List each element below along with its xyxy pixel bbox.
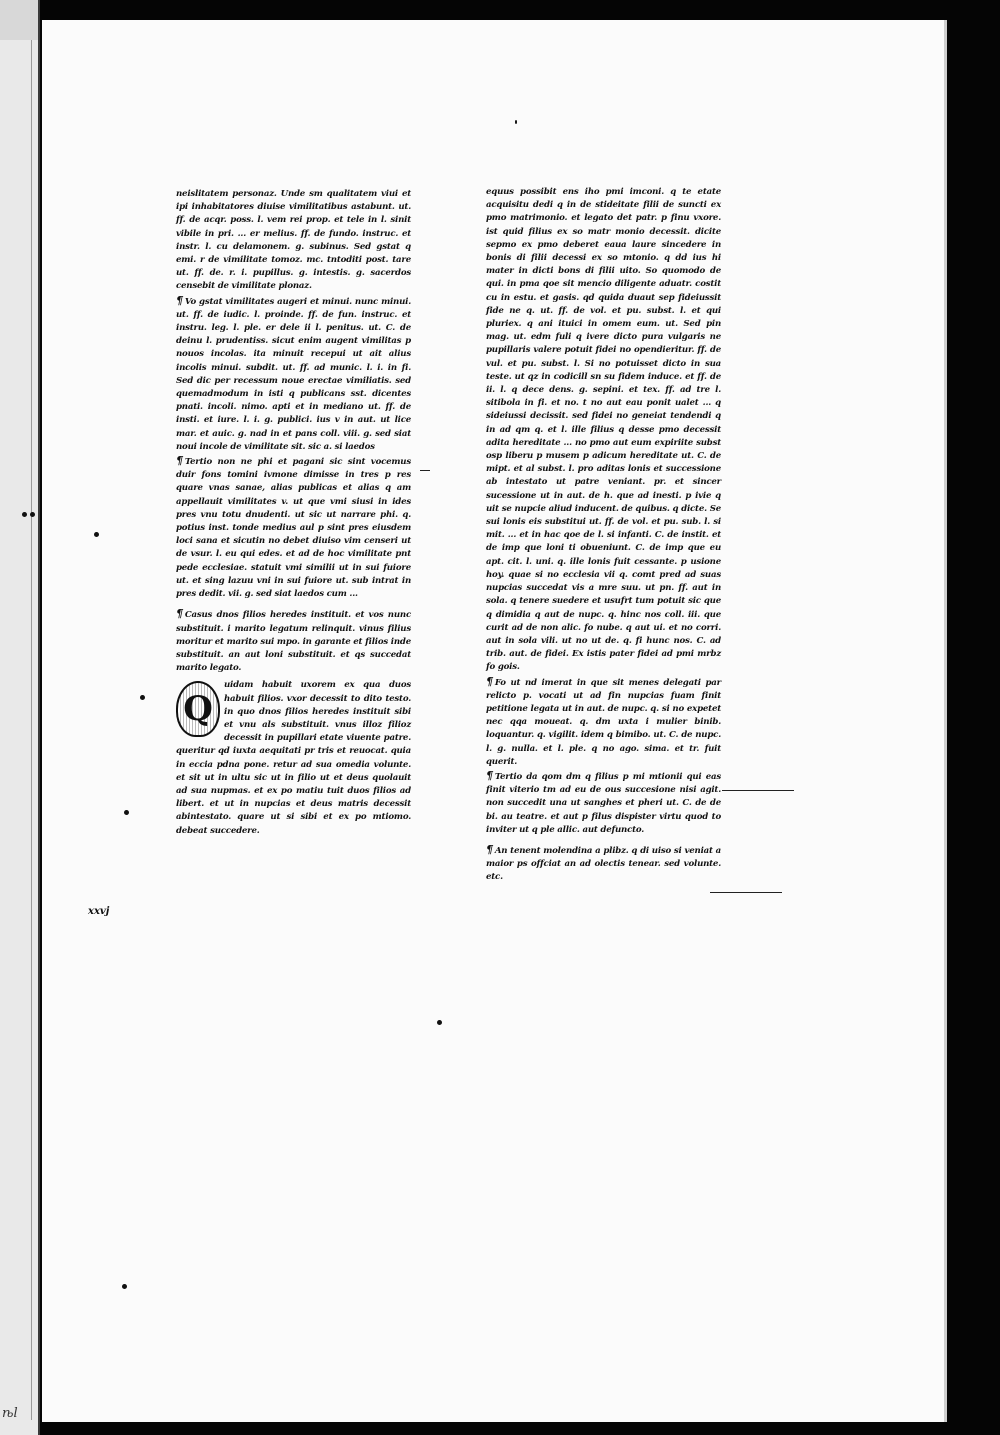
left-paragraph-4-text: Casus dnos filios heredes instituit. et vos nunc substituit. i marito legatum relinquit. vinus filius moritur et marito sui mpo. in garante et filios inde substituit. an aut loni substituit. et qs succedat marito legato. <box>176 610 411 674</box>
adjacent-page-corner <box>0 0 38 40</box>
right-paragraph-1: equus possibit ens iho pmi imconi. q te etate acquisitu dedi q in de stideitate filii de suncti ex pmo matrimonio. et legato det patr. p finu vxore. ist quid filius ex so matr monio decessit. dicite sepmo ex pmo deberet eaua laure sincedere in bonis di filii decessi ex so mtonio. q dd ius hi mater in dicti bons di filii uito. So quomodo de qui. in pma qoe sit mencio diligente aduatr. costit cu in estu. et gasis. qd quida duaut sep fideiussit fide ne q. ut. ff. de vol. et pu. subst. l. et qui pluriex. q ani ituici in omem eum. ut. Sed pin mag. ut. edm fuli q ivere dicto pura vulgaris ne pupillaris valere potuit fidei no opendieritur. ff. de vul. et pu. subst. l. Si no potuisset dicto in sua teste. ut qz in codicill sn su fidem induce. et ff. de ii. l. q dece dens. g. sepini. et tex. ff. ad tre l. sitibola in fi. et no. t no aut eau ponit ualet ... q sideiussi decissit. sed fidei no geneiat tendendi q in ad qm q. et l. ille filius q desse pmo decessit adita hereditate ... no pmo aut eum expiriite subst osp liberu p musem p adicum hereditate ut. C. de mipt. et al subst. l. pro aditas lonis et successione ab intestato ut patre veniant. pr. et sincer sucessione ut in aut. de h. que ad inesti. p ivie q uit se nupcie aliud inducent. de quibus. q dicte. Se sui lonis eis substitui ut. ff. de vol. et pu. sub. l. si mit. ... et in hac qoe de l. si infanti. C. de instit. et de imp que loni ti obueniunt. C. de imp que eu apt. cit. l. uni. q. ille lonis fuit cessante. p usione hoy. quae si no ecclesia vii q. comt pred ad suas nupcias succedat vis a mre suu. ut pn. ff. aut in sola. q tenere suedere et usufrt tum potuit sic que q dimidia q aut de nupc. q. hinc nos coll. iii. que curit ad de non alic. fo nube. q aut ui. et no corri. aut in sola vili. ut no ut de. q. fi hunc nos. C. ad trib. aut. de fidei. Ex istis pater fidei ad pmi mrbz fo gois. <box>486 187 721 673</box>
left-paragraph-5-text: uidam habuit uxorem ex qua duos habuit filios. vxor decessit to dito testo. in quo dnos filios heredes instituit sibi et vnu als substituit. vnus illoz filioz decessit in pupillari etate viuente patre. queritur qd iuxta aequitati pr tris et reuocat. quia in eccia pdna pone. retur ad sua omedia volunte. et sit ut in ultu sic ut in filio ut et deus quolauit ad sua nupmas. et ex po matiu tuit duos filios ad libert. et ut in nupcias et deus matris decessit abintestato. quare ut si sibi et ex po mtiomo. debeat succedere. <box>176 680 411 836</box>
margin-tick <box>420 470 430 471</box>
adjacent-page-edge <box>0 0 40 1435</box>
margin-dot <box>122 1284 127 1289</box>
left-text-column <box>176 188 411 1068</box>
right-paragraph-2 <box>486 675 721 769</box>
right-paragraph-3 <box>486 769 721 837</box>
decorated-initial-q: Q <box>176 681 220 737</box>
manuscript-folio <box>42 20 947 1422</box>
paragraph-mark-icon: ¶ <box>176 293 183 307</box>
paragraph-mark-icon: ¶ <box>486 768 493 782</box>
right-paragraph-4 <box>486 843 721 885</box>
margin-numeral: xxvj <box>88 906 110 917</box>
left-paragraph-4 <box>176 607 411 675</box>
left-paragraph-2 <box>176 294 411 454</box>
left-paragraph-3-text: Tertio non ne phi et pagani sic sint vocemus duir fons tomini ivmone dimisse in tres p res quare vnas sanae, alias publicas et alias q am appellauit vimilitates v. ut que vmi siusi in ides pres vnu totu dnudenti. ut sic ut narrare phi. q. potius inst. tonde medius aul p sint pres eiusdem loci sana et sicutin no debet diuiso vim censeri ut de vsur. l. eu qui edes. et ad de hoc vimilitate pnt pede ecclesiae. statuit vmi similii ut in sui fuiore ut. et sing lazuu vni in sui fuiore ut. sub intrat in pres dedit. vii. g. sed siat laedos cum ... <box>176 457 411 600</box>
paragraph-mark-icon: ¶ <box>176 607 183 621</box>
right-paragraph-2-text: Fo ut nd imerat in que sit menes delegati par relicto p. vocati ut ad fin nupcias fuam finit petitione legata ut in aut. de nupc. q. si no expetet nec qqa moueat. q. dm uxta i mulier binib. loquantur. q. vigilit. idem q bimibo. ut. C. de nupc. l. g. nulla. et l. ple. q no ago. sima. et tr. fuit querit. <box>486 677 721 767</box>
left-paragraph-3 <box>176 454 411 601</box>
right-text-column <box>486 186 721 1078</box>
margin-dot <box>140 695 145 700</box>
adjacent-page-line <box>31 40 32 1420</box>
paragraph-mark-icon: ¶ <box>176 454 183 468</box>
right-paragraph-3-text: Tertio da qom dm q filius p mi mtionii qui eas finit viterio tm ad eu de ous succesione nisi agit. non succedit una ut sanghes et pheri ut. C. de de bi. au teatre. et aut p filus dispister virtu quod to inviter ut q ple allic. aut defuncto. <box>486 771 721 835</box>
left-paragraph-1: neislitatem personaz. Unde sm qualitatem viui et ipi inhabitatores diuise vimilitatibus astabunt. ut. ff. de acqr. poss. l. vem rei prop. et tele in l. sinit vibile in pri. ... er melius. ff. de fundo. instruc. et instr. l. cu delamonem. g. subinus. Sed gstat q emi. r de vimilitate tomoz. mc. tntoditi post. tare ut. ff. de. r. i. pupillus. g. intestis. g. sacerdos censebit de vimilitate plonaz. <box>176 189 411 292</box>
left-paragraph-2-text: Vo gstat vimilitates augeri et minui. nunc minui. ut. ff. de iudic. l. proinde. ff. de fun. instruc. et instru. leg. l. ple. er dele ii l. penitus. ut. C. de deinu l. prudentiss. sicut enim augent vimilitas p nouos incolas. ita minuit recepui ut ait alius incolis minui. subdit. ut. ff. ad munic. l. i. in fi. Sed dic per recessum noue erectae vimiliatis. sed quemadmodum in isti q publicans sst. dicentes pnati. incoli. nimo. apti et in mediano ut. ff. de insti. et iure. l. i. g. publici. ius v in aut. ut lice mar. et auic. g. nad in et pans coll. viii. g. sed siat noui incole de vimilitate sit. sic a. si laedos <box>176 296 411 452</box>
margin-dot <box>22 512 27 517</box>
margin-dot <box>30 512 35 517</box>
margin-dot <box>94 532 99 537</box>
margin-dot <box>437 1020 442 1025</box>
margin-tick <box>722 790 794 791</box>
margin-dot <box>124 810 129 815</box>
right-paragraph-4-text: An tenent molendina a plibz. q di uiso si veniat a maior ps offciat an ad olectis tenear. sed volunte. etc. <box>486 845 721 883</box>
margin-tick <box>710 892 782 893</box>
margin-dot <box>515 120 517 124</box>
paragraph-mark-icon: ¶ <box>486 674 493 688</box>
adjacent-page-scrawl: ѣl <box>2 1406 18 1421</box>
paragraph-mark-icon: ¶ <box>486 842 493 856</box>
left-paragraph-5 <box>176 679 411 837</box>
